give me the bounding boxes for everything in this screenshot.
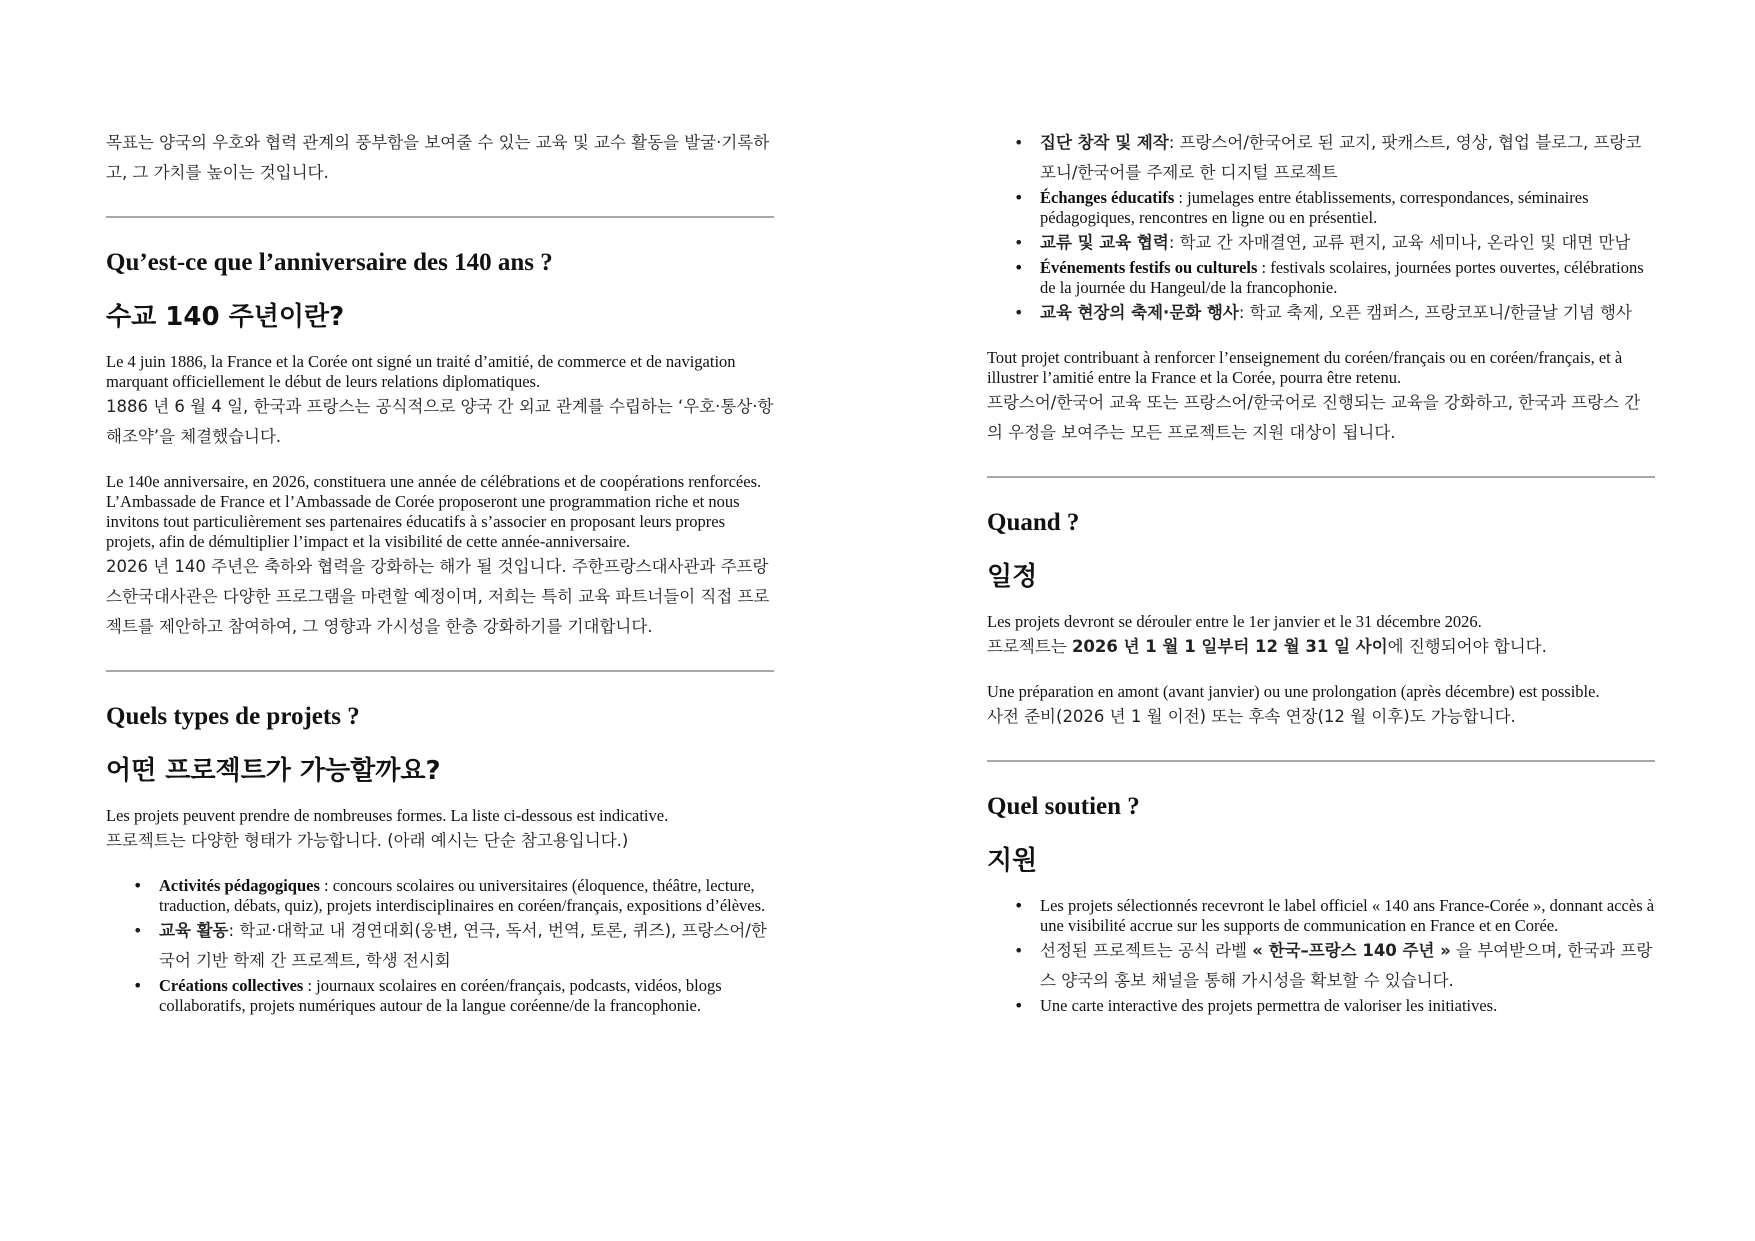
project-types-list — [106, 876, 774, 1016]
closing-paragraph-fr: Tout projet contribuant à renforcer l’enseignement du coréen/français ou en coréen/français, et à illustrer l’amitié entre la France et la Corée, pourra être retenu. — [987, 348, 1623, 387]
anniversary-paragraph-1-ko: 1886 년 6 월 4 일, 한국과 프랑스는 공식적으로 양국 간 외교 관계를 수립하는 ‘우호·통상·항해조약’을 체결했습니다. — [106, 397, 774, 446]
list-item-label: Créations collectives — [159, 976, 304, 995]
section-title-when-fr: Quand ? — [987, 509, 1080, 536]
when-paragraph-2-ko: 사전 준비(2026 년 1 월 이전) 또는 후속 연장(12 월 이후)도 가능합니다. — [987, 707, 1516, 726]
section-title-types-ko: 어떤 프로젝트가 가능할까요? — [106, 756, 441, 786]
anniversary-paragraph-1-fr: Le 4 juin 1886, la France et la Corée ont signé un traité d’amitié, de commerce et de navigation marquant officiellement le début de leurs relations diplomatiques. — [106, 352, 736, 391]
list-item-text: : 학교 축제, 오픈 캠퍼스, 프랑코포니/한글날 기념 행사 — [1238, 303, 1632, 322]
text-segment: 을 부여받으며, 한국과 프랑스 양국의 홍보 채널을 통해 가시성을 확보할 수 있습니다. — [1040, 941, 1653, 990]
section-title-when-ko: 일정 — [987, 562, 1038, 592]
section-title-types-fr: Quels types de projets ? — [106, 703, 360, 730]
anniversary-paragraph-2-ko: 2026 년 140 주년은 축하와 협력을 강화하는 해가 될 것입니다. 주한프랑스대사관과 주프랑스한국대사관은 다양한 프로그램을 마련할 예정이며, 저희는 특히 교육 파트너들이 직접 프로젝트를 제안하고 참여하여, 그 영향과 가시성을 한층 강화하기를 기대합니다. — [106, 557, 770, 636]
list-item-label: Activités pédagogiques — [159, 876, 320, 895]
list-item — [1040, 258, 1655, 298]
when-paragraph-1-ko — [987, 632, 1655, 662]
list-item — [1040, 936, 1655, 996]
section-divider — [987, 476, 1655, 478]
list-item-text: : jumelages entre établissements, correspondances, séminaires pédagogiques, rencontres en ligne ou en présentiel. — [1040, 188, 1589, 227]
section-title-anniversary-fr: Qu’est-ce que l’anniversaire des 140 ans ? — [106, 249, 553, 276]
section-title-support-fr: Quel soutien ? — [987, 793, 1140, 820]
list-item — [159, 976, 774, 1016]
list-item-label: 교육 활동 — [159, 921, 229, 940]
list-item — [159, 916, 774, 976]
label-emphasis: « 한국–프랑스 140 주년 » — [1252, 941, 1451, 960]
section-title-anniversary-ko: 수교 140 주년이란? — [106, 302, 345, 332]
text-segment: 에 진행되어야 합니다. — [1387, 637, 1547, 656]
section-divider — [987, 760, 1655, 762]
date-range-emphasis: 2026 년 1 월 1 일부터 12 월 31 일 사이 — [1071, 637, 1388, 656]
types-intro-fr: Les projets peuvent prendre de nombreuses formes. La liste ci-dessous est indicative. — [106, 806, 669, 825]
text-segment: 선정된 프로젝트는 공식 라벨 — [1040, 941, 1253, 960]
list-item-text: : 학교·대학교 내 경연대회(웅변, 연극, 독서, 번역, 토론, 퀴즈), 프랑스어/한국어 기반 학제 간 프로젝트, 학생 전시회 — [159, 921, 767, 970]
support-list — [987, 896, 1655, 1016]
list-item — [1040, 298, 1655, 328]
section-divider — [106, 670, 774, 672]
list-item-text: : festivals scolaires, journées portes ouvertes, célébrations de la journée du Hangeul/de la francophonie. — [1040, 258, 1644, 297]
when-paragraph-1-fr: Les projets devront se dérouler entre le 1er janvier et le 31 décembre 2026. — [987, 612, 1482, 631]
list-item-text: : journaux scolaires en coréen/français, podcasts, vidéos, blogs collaboratifs, projets numériques autour de la langue coréenne/de la francophonie. — [159, 976, 722, 1015]
closing-paragraph-ko: 프랑스어/한국어 교육 또는 프랑스어/한국어로 진행되는 교육을 강화하고, 한국과 프랑스 간의 우정을 보여주는 모든 프로젝트는 지원 대상이 됩니다. — [987, 393, 1641, 442]
list-item — [159, 876, 774, 916]
section-title-support-ko: 지원 — [987, 846, 1038, 876]
when-paragraph-2-fr: Une préparation en amont (avant janvier) ou une prolongation (après décembre) est possible. — [987, 682, 1600, 701]
section-divider — [106, 216, 774, 218]
list-item — [1040, 188, 1655, 228]
left-column — [106, 128, 774, 1016]
list-item-label: Échanges éducatifs — [1040, 188, 1175, 207]
anniversary-paragraph-2-fr: Le 140e anniversaire, en 2026, constituera une année de célébrations et de coopérations renforcées. L’Ambassade de France et l’Ambassade de Corée proposeront une programmation riche et nous invitons tout particulièrement ses partenaires éducatifs à s’associer en proposant leurs propres projets, afin de démultiplier l’impact et la visibilité de cette année-anniversaire. — [106, 472, 762, 551]
list-item-label: 교류 및 교육 협력 — [1040, 233, 1169, 252]
list-item-label: 교육 현장의 축제·문화 행사 — [1040, 303, 1239, 322]
types-intro-ko: 프로젝트는 다양한 형태가 가능합니다. (아래 예시는 단순 참고용입니다.) — [106, 831, 629, 850]
list-item-text: : 프랑스어/한국어로 된 교지, 팟캐스트, 영상, 협업 블로그, 프랑코포니/한국어를 주제로 한 디지털 프로젝트 — [1040, 133, 1642, 182]
text-segment: 프로젝트는 — [987, 637, 1072, 656]
list-item-label: Événements festifs ou culturels — [1040, 258, 1258, 277]
list-item-label: 집단 창작 및 제작 — [1040, 133, 1169, 152]
intro-paragraph-ko: 목표는 양국의 우호와 협력 관계의 풍부함을 보여줄 수 있는 교육 및 교수 활동을 발굴·기록하고, 그 가치를 높이는 것입니다. — [106, 133, 770, 182]
list-item: • Une carte interactive des projets permettra de valoriser les initiatives. — [1040, 996, 1655, 1016]
project-types-list-continued — [987, 128, 1655, 328]
list-item-text: : 학교 간 자매결연, 교류 편지, 교육 세미나, 온라인 및 대면 만남 — [1168, 233, 1631, 252]
list-item — [1040, 128, 1655, 188]
list-item — [1040, 228, 1655, 258]
list-item: • Les projets sélectionnés recevront le label officiel « 140 ans France-Corée », donnant accès à une visibilité accrue sur les supports de communication en France et en Corée. — [1040, 896, 1655, 936]
right-column — [987, 128, 1655, 1016]
list-item-text: : concours scolaires ou universitaires (éloquence, théâtre, lecture, traduction, débats, quiz), projets interdisciplinaires en coréen/français, expositions d’élèves. — [159, 876, 766, 915]
